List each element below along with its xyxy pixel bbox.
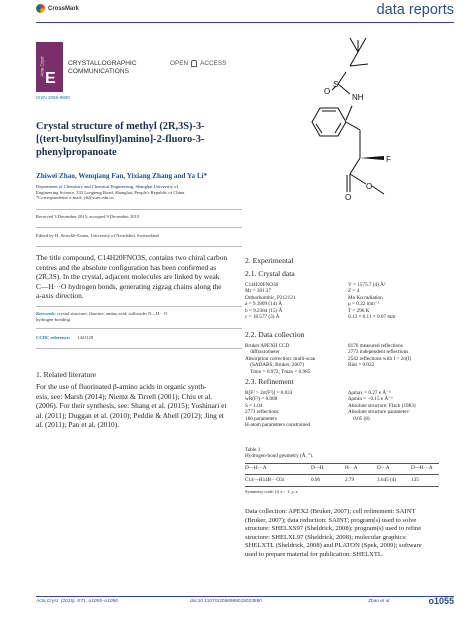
software-line-3: structure: SHELXS97 (Sheldrick, 2008); program(s) used to refine bbox=[245, 525, 422, 533]
related-line-2: esis, see: Marsh (2014); Niemz & Tirrell (2001); Chiu et al. bbox=[36, 391, 213, 401]
crystal-data-heading: 2.1. Crystal data bbox=[245, 269, 295, 278]
collection-right-2: 2542 reflections with I > 2σ(I) bbox=[348, 355, 412, 362]
collection-left-4: Tmin = 0.972, Tmax = 0.985 bbox=[245, 368, 311, 375]
crossmark-icon bbox=[36, 4, 45, 13]
table1-header-ha: H···A bbox=[345, 465, 358, 471]
crystal-right-3: μ = 0.22 mm⁻¹ bbox=[348, 301, 380, 308]
refinement-left-4: 186 parameters bbox=[245, 415, 277, 422]
title-line-3: phenylpropanoate bbox=[36, 146, 117, 158]
journal-name-line1: CRYSTALLOGRAPHIC bbox=[68, 60, 137, 67]
issn: ISSN 2056-9890 bbox=[36, 95, 70, 100]
footer-doi[interactable]: doi:10.1107/S2056989015023580 bbox=[190, 599, 262, 604]
crystal-left-2: Orthorhombic, P212121 bbox=[245, 294, 296, 301]
journal-logo bbox=[36, 42, 63, 92]
table1-caption bbox=[245, 447, 313, 460]
journal-letter: E bbox=[45, 70, 56, 87]
journal-vertical-label: Acta Cryst bbox=[39, 56, 45, 77]
crystal-data-left bbox=[245, 282, 295, 320]
refinement-right-3: Absolute structure parameter: bbox=[348, 409, 410, 416]
crystal-left-3: a = 9.1809 (14) Å bbox=[245, 301, 283, 308]
crystal-right-1: Z = 4 bbox=[348, 288, 360, 295]
journal-name bbox=[68, 60, 137, 77]
keywords-label: Keywords: bbox=[36, 311, 56, 316]
table1-mid-rule bbox=[245, 474, 439, 475]
footer-authors: Zhao et al. bbox=[368, 599, 391, 604]
software-line-1: Data collection: APEX2 (Bruker, 2007); cell refinement: SAINT bbox=[245, 508, 416, 515]
collection-left-0: Bruker APEXII CCD bbox=[245, 343, 290, 349]
refinement-right-1: Δρmin = −0.15 e Å⁻³ bbox=[348, 396, 393, 403]
abstract-line-1: The title compound, C14H20FNO3S, contains two chiral carbon bbox=[36, 253, 228, 262]
refinement-right bbox=[348, 390, 416, 422]
related-line-5: al. (2011); Pan et al. (2010). bbox=[36, 420, 120, 430]
divider-6 bbox=[36, 348, 242, 349]
related-heading: 1. Related literature bbox=[36, 370, 97, 379]
table1-header-angle: D—H···A bbox=[411, 465, 433, 471]
table1-subtitle: Hydrogen-bond geometry (Å, °). bbox=[245, 453, 314, 460]
atom-label-f: F bbox=[386, 155, 391, 164]
title-line-1: Crystal structure of methyl (2R,3S)-3- bbox=[36, 121, 205, 132]
collection-right bbox=[348, 343, 411, 369]
footer-rule bbox=[36, 596, 454, 597]
collection-left-1: diffractometer bbox=[245, 349, 280, 356]
collection-left bbox=[245, 343, 315, 375]
access-label: ACCESS bbox=[200, 60, 227, 67]
crystal-right-5: 0.13 × 0.11 × 0.07 mm bbox=[348, 314, 396, 321]
atom-label-s: S bbox=[333, 80, 339, 89]
table-row bbox=[245, 477, 439, 484]
crystal-left-5: c = 18.577 (3) Å bbox=[245, 314, 280, 321]
keywords-line-1: crystal structure; fluorine; amino acid; sulfoxide; N—H···O bbox=[57, 311, 168, 316]
open-access-lock-icon bbox=[191, 60, 197, 67]
crystal-right-0: V = 1575.7 (4) Å³ bbox=[348, 282, 386, 288]
footer-journal: Acta Cryst. (2015). E71, o1055–o1056 bbox=[36, 599, 118, 604]
software-line-6: used to prepare material for publication: SHELXTL. bbox=[245, 550, 384, 558]
article-title bbox=[36, 121, 242, 159]
refinement-left bbox=[245, 390, 310, 428]
refinement-left-3: 2773 reflections bbox=[245, 409, 279, 416]
software-line-2: (Bruker, 2007); data reduction: SAINT; program(s) used to solve bbox=[245, 516, 417, 524]
ccdc-label: CCDC reference: bbox=[36, 335, 71, 340]
collection-left-3: (SADABS; Bruker, 2007) bbox=[245, 362, 305, 369]
refinement-left-5: H-atom parameters constrained bbox=[245, 422, 311, 429]
refinement-right-4: 0.05 (8) bbox=[348, 415, 370, 422]
atom-label-o1: O bbox=[324, 87, 331, 96]
divider-5 bbox=[36, 328, 242, 329]
atom-label-o2: O bbox=[345, 193, 352, 202]
abstract-line-3: (2R,3S). In the crystal, adjacent molecules are linked by weak bbox=[36, 272, 220, 282]
table1-bottom-rule bbox=[245, 486, 439, 487]
journal-name-line2: COMMUNICATIONS bbox=[68, 68, 130, 76]
table1-cell-angle: 135 bbox=[411, 477, 419, 483]
crystal-left-0: C14H20FNO3S bbox=[245, 282, 279, 288]
table1-title: Table 1 bbox=[245, 447, 261, 453]
divider-3 bbox=[36, 246, 242, 247]
refinement-left-1: wR(F²) = 0.088 bbox=[245, 396, 278, 403]
table1-top-rule bbox=[245, 463, 439, 464]
table1-cell-dha: C14—H14B···O3i bbox=[245, 477, 285, 483]
collection-right-3: Rint = 0.022 bbox=[348, 362, 375, 369]
divider-2 bbox=[36, 227, 242, 228]
received-dates: Received 3 December 2015; accepted 9 December 2015 bbox=[36, 214, 140, 219]
related-text bbox=[36, 382, 246, 430]
crossmark-logo[interactable] bbox=[36, 4, 79, 13]
data-collection-heading: 2.2. Data collection bbox=[245, 330, 305, 339]
table1-header-dha: D—H···A bbox=[245, 465, 267, 471]
footer-page: o1055 bbox=[428, 596, 454, 606]
crystal-left-4: b = 9.2384 (15) Å bbox=[245, 307, 283, 314]
collection-left-2: Absorption correction: multi-scan bbox=[245, 355, 316, 362]
table1-header-dh: D—H bbox=[311, 465, 324, 471]
table1-cell-da: 3.645 (4) bbox=[377, 477, 397, 483]
section-title: data reports bbox=[376, 2, 454, 18]
crossmark-label: CrossMark bbox=[48, 5, 80, 12]
keywords-line-2: hydrogen-bonding. bbox=[36, 316, 72, 322]
affiliation bbox=[36, 184, 242, 201]
abstract-line-4: C—H···O hydrogen bonds, generating zigzag chains along the bbox=[36, 281, 222, 291]
molecule-diagram bbox=[280, 28, 430, 238]
editor-line: Edited by H. Stoeckli-Evans, University of Neuchâtel, Switzerland bbox=[36, 233, 159, 238]
software-line-4: structure: SHELXL97 (Sheldrick, 2008); molecular graphics: bbox=[245, 533, 407, 541]
open-label: OPEN bbox=[170, 60, 189, 67]
abstract bbox=[36, 253, 246, 301]
atom-label-o3: O bbox=[366, 182, 373, 191]
related-line-1: For the use of fluorinated β-amino acids in organic synth- bbox=[36, 382, 207, 391]
divider-1 bbox=[36, 209, 242, 210]
refinement-heading: 2.3. Refinement bbox=[245, 377, 294, 386]
related-line-4: al. (2011); Duggan et al. (2010); Peddie & Abell (2012); Jing et bbox=[36, 410, 224, 420]
refinement-right-2: Absolute structure: Flack (1983) bbox=[348, 402, 416, 409]
ccdc-value: 1441129 bbox=[77, 335, 94, 340]
experimental-heading: 2. Experimental bbox=[245, 256, 294, 265]
divider-4 bbox=[36, 306, 242, 307]
collection-right-0: 8176 measured reflections bbox=[348, 343, 403, 349]
abstract-line-2: centres and the absolute configuration has been confirmed as bbox=[36, 262, 217, 272]
related-line-3: (2006). For their synthesis, see: Shang et al. (2015); Yoshinari et bbox=[36, 401, 227, 411]
header-rule bbox=[36, 22, 454, 23]
authors: Zhiwei Zhao, Wenqiang Fan, Yixiang Zhang and Ya Li* bbox=[36, 172, 208, 180]
refinement-left-2: S = 1.04 bbox=[245, 402, 263, 409]
affiliation-line-2: Engineering Science, 333 Longteng Road, Shanghai, People's Republic of China. bbox=[36, 189, 186, 195]
collection-right-1: 2773 independent reflections bbox=[348, 349, 409, 356]
title-line-2: [(tert-butylsulfinyl)amino]-2-fluoro-3- bbox=[36, 133, 205, 145]
affiliation-line-3: *Correspondence e-mail: yli@sues.edu.cn bbox=[36, 195, 114, 201]
ccdc-reference bbox=[36, 335, 93, 341]
table1-header-row bbox=[245, 465, 439, 472]
keywords bbox=[36, 311, 242, 322]
refinement-right-0: Δρmax = 0.27 e Å⁻³ bbox=[348, 390, 391, 396]
table1-header-da: D···A bbox=[377, 465, 390, 471]
software-line-5: SHELXTL (Sheldrick, 2008) and PLATON (Spek, 2009); software bbox=[245, 542, 422, 550]
software-paragraph bbox=[245, 508, 445, 560]
crystal-data-right bbox=[348, 282, 395, 320]
affiliation-line-1: Department of Chemistry and Chemical Engineering, Shanghai University of bbox=[36, 184, 178, 189]
table1-cell-dh: 0.96 bbox=[311, 477, 321, 483]
crystal-right-4: T = 296 K bbox=[348, 307, 370, 314]
abstract-line-5: a-axis direction. bbox=[36, 291, 84, 301]
atom-label-nh: NH bbox=[352, 93, 364, 102]
crystal-right-2: Mo Kα radiation bbox=[348, 294, 383, 301]
open-access-badge bbox=[170, 60, 226, 67]
table1-cell-ha: 2.79 bbox=[345, 477, 355, 483]
table1-footnote: Symmetry code: (i) x − 1, y, z. bbox=[245, 489, 299, 494]
crystal-left-1: Mr = 301.37 bbox=[245, 288, 272, 295]
refinement-left-0: R[F² > 2σ(F²)] = 0.033 bbox=[245, 390, 293, 396]
